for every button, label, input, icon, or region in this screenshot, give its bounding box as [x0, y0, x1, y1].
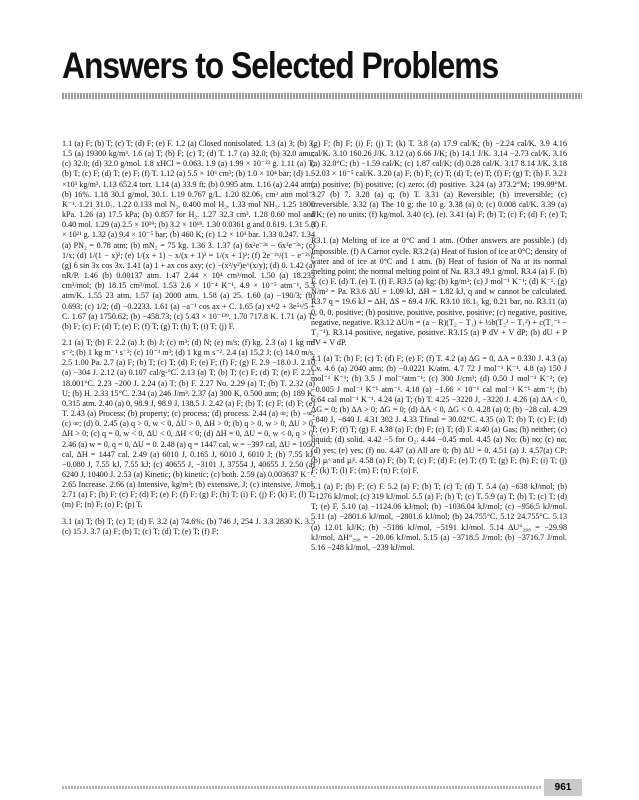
left-column — [62, 139, 315, 543]
footer-divider — [62, 786, 542, 789]
answers-chapter-1: 1.1 (a) F; (b) T; (c) T; (d) F; (e) F. 1.2 (a) Closed nonisolated. 1.3 (a) 3; (b) 3. 1.5 (a) 19300 kg/m³. 1.6 (a) T; (b) F; (c) T; (d) T. 1.7 (a) 32.0; (b) 32.0 amu; (c) 32.0; (d) 32.0 g/mol. 1.8 xHCl = 0.063. 1.9 (a) 1.99 × 10⁻²³ g. 1.11 (a) T; (b) T; (c) F; (d) T; (e) F; (f) T. 1.12 (a) 5.5 × 10⁶ cm³; (b) 1.0 × 10⁴ bar; (d) 1.5 ×10³ kg/m³. 1.13 652.4 torr. 1.14 (a) 33.9 ft; (b) 0.995 atm. 1.16 (a) 2.44 atm; (b) 16%. 1.18 30.1 g/mol, 30.1. 1.19 0.767 g/L. 1.20 82.06₅ cm³ atm mol⁻¹ K⁻¹. 1.21 31.0₇. 1.22 0.133 mol N₂, 0.400 mol H₂, 1.33 mol NH₃. 1.25 1800 kPa. 1.26 (a) 17.5 kPa; (b) 0.857 for H₂. 1.27 32.3 cm³. 1.28 0.60 mol and 0.40 mol. 1.29 (a) 2.5 × 10¹⁹; (b) 3.2 × 10¹⁸. 1.30 0.0361 g and 0.619. 1.31 5.3 × 10²¹ g. 1.32 (a) 9.4 × 10⁻⁵ bar; (b) 460 K; (c) 1.2 × 10³ bar. 1.33 0.247. 1.34 (a) PN₂ = 0.78 atm; (b) mN₂ = 75 kg. 1.36 3. 1.37 (a) 6x²e⁻³ˣ − 6x³e⁻³ˣ; (c) 1/x; (d) 1/(1 − x)²; (e) 1/(x + 1) − x/(x + 1)² = 1/(x + 1)²; (f) 2e⁻²ˣ/(1 − e⁻²ˣ); (g) 6 sin 3x cos 3x. 1.41 (a) 1 + ax cos axy; (c) −(x²/y²)e^(x/y); (d) 0. 1.42 (a) nR/P. 1.46 (b) 0.00137 atm. 1.47 2.44 × 10⁴ cm³/mol. 1.50 (a) 18.233 cm³/mol; (b) 18.15 cm³/mol. 1.53 2.6 × 10⁻⁴ K⁻¹, 4.9 × 10⁻⁵ atm⁻¹, 5.3 atm/K. 1.55 23 atm. 1.57 (a) 2000 atm. 1.58 (a) 25. 1.60 (a) −190/3; (b) 0.693; (c) 1/2; (d) −0.2233. 1.61 (a) −a⁻¹ cos ax + C. 1.65 (a) x⁴/2 + 3e⁵ˣ/5 + C. 1.67 (a) 1750.62; (b) −458.73; (c) 5.43 × 10⁻¹³⁹. 1.70 717.8 K. 1.71 (a) T; (b) F; (c) F; (d) T; (e) F; (f) T; (g) T; (h) T; (i) T; (j) F. — [62, 139, 315, 331]
title-divider — [62, 93, 582, 99]
right-column — [311, 139, 567, 559]
answers-chapter-3-start: 3.1 (a) T; (b) T; (c) T; (d) F. 3.2 (a) 74.6%; (b) 746 J, 254 J. 3.3 2830 K. 3.5 (c) 15 J. 3.7 (a) F; (b) T; (c) T; (d) T; (e) T; (f) F; — [62, 516, 315, 536]
page-number: 961 — [544, 779, 582, 796]
answers-chapter-4: 4.1 (a) T; (b) F; (c) T; (d) F; (e) F; (f) T. 4.2 (a) ΔG = 0, ΔA = 0.330 J. 4.3 (a) Cv. 4.6 (a) 2040 atm; (b) −0.0221 K/atm. 4.7 72 J mol⁻¹ K⁻¹. 4.8 (a) 150 J mol⁻¹ K⁻¹; (b) 3.5 J mol⁻¹atm⁻¹; (c) 300 J/cm³; (d) 0.50 J mol⁻¹ K⁻²; (e) −0.005 J mol⁻¹ K⁻¹ atm⁻¹. 4.18 (a) −1.66 × 10⁻⁶ cal mol⁻¹ K⁻¹ atm⁻¹; (b) 6.64 cal mol⁻¹ K⁻¹. 4.24 (a) T; (b) T. 4.25 −3220 J, −3220 J. 4.26 (a) ΔA < 0, ΔG = 0; (b) ΔA > 0; ΔG = 0; (d) ΔA < 0, ΔG < 0. 4.28 (a) 0; (b) −28 cal. 4.29 −840 J, −840 J. 4.31 302 J. 4.33 Tfinal = 30.02°C. 4.35 (a) T; (b) T; (c) F; (d) T; (e) F; (f) T; (g) F. 4.38 (a) F; (b) F; (c) T; (d) F. 4.40 (a) Gas; (b) neither; (c) liquid; (d) solid. 4.42 −5 for O₂. 4.44 −0.45 mol. 4.45 (a) No; (b) no; (c) no; (d) yes; (e) yes; (f) no. 4.47 (a) All are 0; (b) ΔU = 0. 4.51 (a) J. 4.57(a) CP; (b) μᵢᶜ and μᵢᵝ. 4.58 (a) F; (b) T; (c) F; (d) F; (e) T; (f) T; (g) F; (h) F; (i) T; (j) F; (k) T; (l) F; (m) F; (n) F; (o) F. — [311, 354, 567, 475]
answers-chapter-3-cont: (g) F; (h) F; (i) F; (j) T; (k) T. 3.8 (a) 17.9 cal/K; (b) −2.24 cal/K. 3.9 4.16 cal/K. 3.10 160.26 J/K. 3.12 (a) 6.66 J/K; (b) 14.1 J/K. 3.14 −2.73 cal/K. 3.16 (a) 32.0°C; (b) −1.59 cal/K; (c) 1.87 cal/K; (d) 0.28 cal/K. 3.17 8.14 J/K. 3.18 −2.03 × 10⁻⁵ cal/K. 3.20 (a) F; (b) F; (c) T; (d) T; (e) T; (f) F; (g) T; (h) F. 3.21 (a) positive; (b) positive; (c) zero; (d) positive. 3.24 (a) 373.2°M; 199.99°M. 3.27 (b) 7. 3.28 (a) q; (b) T. 3.31 (a) Reversible; (b) irreversible; (c) irreversible. 3.32 (a) The 10 g; the 10 g. 3.38 (a) 0; (c) 0.008 cal/K. 3.39 (a) J/K; (e) no units; (f) kg/mol. 3.40 (c), (e). 3.41 (a) F; (b) T; (c) F; (d) F; (e) T; (f) F. — [311, 139, 567, 230]
review-answers-chapter-3: R3.1 (a) Melting of ice at 0°C and 1 atm. (Other answers are possible.) (d) Impossible. (f) A Carnot cycle. R3.2 (a) Heat of fusion of ice at 0°C; density of water and of ice at 0°C and 1 atm. (b) Heat of fusion of Na at its normal melting point; the normal melting point of Na. R3.3 49.1 g/mol. R3.4 (a) F. (b) F. (c) F. (d) T. (e) T. (f) F. R3.5 (a) kg; (b) kg/m³; (c) J mol⁻¹ K⁻¹; (d) K⁻¹. (g) N/m² = Pa. R3.6 ΔU = 1.09 kJ, ΔH = 1.82 kJ, q and w cannot be calculated. R3.7 q = 19.6 kJ = ΔH, ΔS = 69.4 J/K. R3.10 16.1₅ kg, 0.21 bar, no. R3.11 (a) 0, 0, 0, positive; (b) positive, positive, positive, positive; (c) negative, positive, negative, negative. R3.12 ΔU/n = (a − R)(T₂ − T₁) + ½b(T₂² − T₁²) + c(T₁⁻¹ − T₂⁻¹). R3.14 positive, negative, positive. R3.15 (a) P dV + V dP; (b) dU + P dV + V dP. — [311, 236, 567, 347]
page-footer — [62, 779, 582, 797]
answers-chapter-2: 2.1 (a) T; (b) F. 2.2 (a) J; (b) J; (c) m³; (d) N; (e) m/s; (f) kg. 2.3 (a) 1 kg m² s⁻²; (b) 1 kg m⁻¹ s⁻²; (c) 10⁻³ m³; (d) 1 kg m s⁻². 2.4 (a) 15.2 J; (c) 14.0 m/s. 2.5 1.00 Pa. 2.7 (a) F; (b) T; (c) T; (d) F; (e) F; (f) F; (g) F. 2.9 −18.0 J. 2.10 (a) −304 J. 2.12 (a) 0.107 cal/g-°C. 2.13 (a) T; (b) T; (c) F; (d) T; (e) F. 2.21 18.001°C. 2.23 −200 J. 2.24 (a) T; (b) F. 2.27 No. 2.29 (a) T; (b) T. 2.32 (a) U; (b) H. 2.33 15°C. 2.34 (a) 246 J/m³. 2.37 (a) 300 K, 0.500 atm; (b) 189 K, 0.315 atm. 2.40 (a) 0, 98.9 J, 98.9 J, 138.5 J. 2.42 (a) F; (b) T; (c) F; (d) F; (e) T. 2.43 (a) Process; (b) property; (c) process; (d) process. 2.44 (a) ∞; (b) −∞; (c) ∞; (d) 0. 2.45 (a) q > 0, w < 0, ΔU > 0, ΔH > 0; (b) q > 0, w > 0, ΔU > 0, ΔH > 0; (c) q = 0, w < 0, ΔU < 0, ΔH < 0; (d) ΔH = 0, ΔU = 0, w < 0, q > 0. 2.46 (a) w = 0, q = 0, ΔU = 0. 2.48 (a) q = 1447 cal, w = −397 cal, ΔU = 1050 cal, ΔH = 1447 cal. 2.49 (a) 6010 J, 0.165 J, 6010 J, 6010 J; (b) 7.55 kJ, −0.080 J, 7.55 kJ, 7.55 kJ; (c) 40655 J, −3101 J, 37554 J, 40655 J. 2.50 (a) 6240 J, 10400 J. 2.53 (a) Kinetic; (b) kinetic; (c) both. 2.59 (a) 0.003637 K⁻¹. 2.65 Increase. 2.66 (a) Intensive, kg/m³; (b) extensive, J; (c) intensive, J/mol. 2.71 (a) F; (b) F; (c) F; (d) F; (e) F; (f) F; (g) F; (h) T; (i) F; (j) F; (k) F; (l) T; (m) F; (n) F; (o) F; (p) T. — [62, 337, 315, 510]
answers-chapter-5: 5.1 (a) F; (b) F; (c) F. 5.2 (a) F; (b) T; (c) T; (d) T. 5.4 (a) −638 kJ/mol; (b) −1276 kJ/mol; (c) 319 kJ/mol. 5.5 (a) F; (b) T; (c) T. 5.9 (a) T; (b) T; (c) T; (d) T; (e) F. 5.10 (a) −1124.06 kJ/mol; (b) −1036.04 kJ/mol; (c) −956.5 kJ/mol. 5.11 (a) −2801.6 kJ/mol, −2801.6 kJ/mol; (b) 24.755°C. 5.12 24.755°C. 5.13 (a) 12.01 kJ/K; (b) −5186 kJ/mol, −5191 kJ/mol. 5.14 ΔU°₂₉₈ = −29.98 kJ/mol, ΔH°₂₉₈ = −20.06 kJ/mol. 5.15 (a) −3718.5 J/mol; (b) −3716.7 J/mol. 5.16 −248 kJ/mol, −239 kJ/mol. — [311, 482, 567, 552]
page-title: Answers to Selected Problems — [62, 45, 499, 86]
